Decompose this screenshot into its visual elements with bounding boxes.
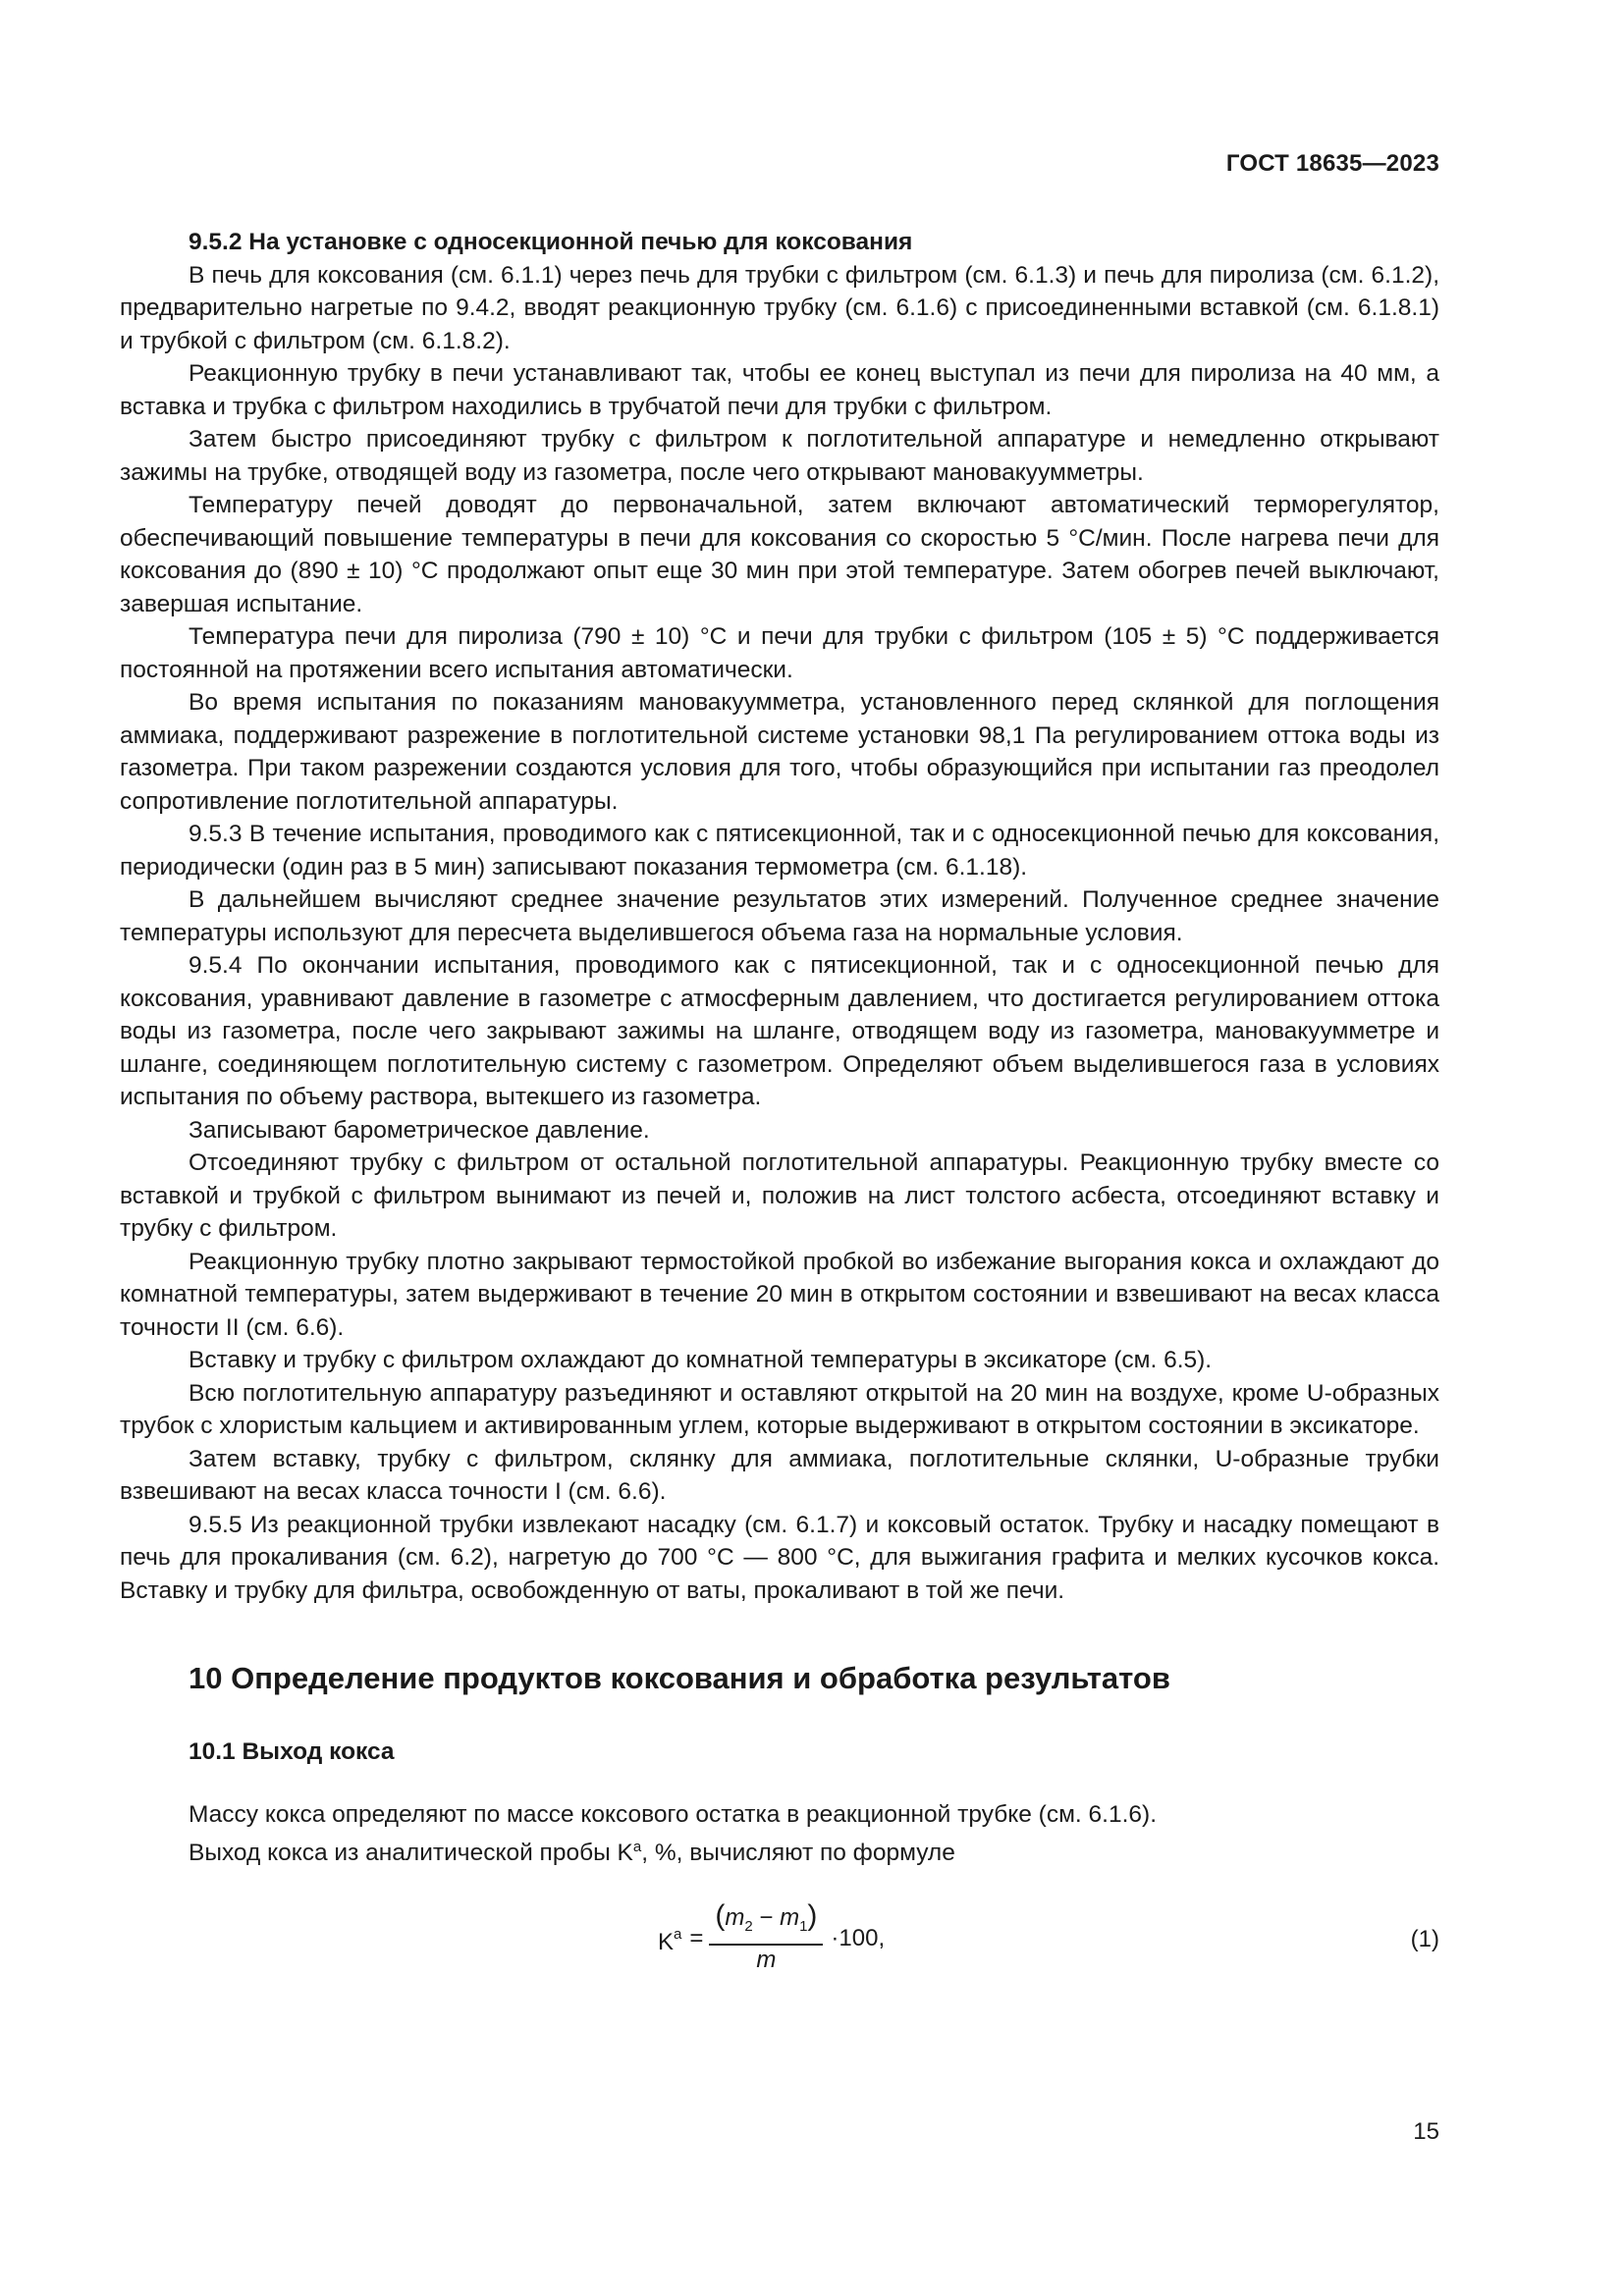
paragraph: Реакционную трубку плотно закрывают термостойкой пробкой во избежание выгорания кокса и охлаждают до комнатной температуры, затем выдерживают в течение 20 мин в открытом состоянии и взвешивают на весах класса точности II (см. 6.6).	[120, 1248, 1439, 1341]
paragraph: Затем быстро присоединяют трубку с фильтром к поглотительной аппаратуре и немедленно открывают зажимы на трубке, отводящей воду из газометра, после чего открывают мановакуумметры.	[120, 426, 1439, 486]
page-number: 15	[1413, 2118, 1439, 2145]
formula-row	[120, 1899, 1439, 1978]
document-body	[120, 226, 1439, 1978]
equation-number: (1)	[1410, 1925, 1439, 1952]
formula-superscript: a	[674, 1925, 682, 1943]
var-m1: m	[780, 1904, 800, 1932]
paren-open: (	[715, 1899, 726, 1933]
paragraph: В дальнейшем вычисляют среднее значение результатов этих измерений. Полученное среднее значение температуры используют для пересчета выделившегося объема газа на нормальные условия.	[120, 886, 1439, 946]
paragraph: Температура печи для пиролиза (790 ± 10) °С и печи для трубки с фильтром (105 ± 5) °С поддерживается постоянной на протяжении всего испытания автоматически.	[120, 623, 1439, 683]
var-m2: m	[725, 1904, 745, 1932]
formula-fraction	[709, 1901, 823, 1975]
paragraph: Реакционную трубку в печи устанавливают так, чтобы ее конец выступал из печи для пиролиза на 40 мм, а вставка и трубка с фильтром находились в трубчатой печи для трубки с фильтром.	[120, 360, 1439, 420]
formula-lhs	[658, 1918, 681, 1959]
paragraph-9-5-5: 9.5.5 Из реакционной трубки извлекают насадку (см. 6.1.7) и коксовый остаток. Трубку и насадку помещают в печь для прокаливания (см. 6.2), нагретую до 700 °С — 800 °С, для выжигания графита и мелких кусочков кокса. Вставку и трубку для фильтра, освобожденную от ваты, прокаливают в той же печи.	[120, 1511, 1439, 1604]
text-run: Выход кокса из аналитической пробы K	[189, 1840, 633, 1867]
paragraph: Вставку и трубку с фильтром охлаждают до комнатной температуры в эксикаторе (см. 6.5).	[189, 1347, 1213, 1373]
paragraph: Массу кокса определяют по массе коксового остатка в реакционной трубке (см. 6.1.6).	[189, 1800, 1158, 1828]
formula-numerator	[709, 1901, 823, 1946]
formula-denominator: m	[756, 1947, 777, 1974]
paragraph: Записывают барометрическое давление.	[189, 1116, 650, 1144]
paragraph-9-5-4: 9.5.4 По окончании испытания, проводимого как с пятисекционной, так и с односекционной печью для коксования, уравнивают давление в газометре с атмосферным давлением, что достигается регулированием оттока воды из газометра, после чего закрывают зажимы на шланге, отводящем воду из газометра, мановакуумметре и шланге, соединяющем поглотительную систему с газометром. Определяют объем выделившегося газа в условиях испытания по объему раствора, вытекшего из газометра.	[120, 952, 1439, 1110]
sub-2: 2	[744, 1918, 753, 1936]
superscript: a	[632, 1839, 642, 1855]
paragraph-coke-yield	[120, 1831, 1439, 1870]
paragraph-9-5-3: 9.5.3 В течение испытания, проводимого как с пятисекционной, так и с односекционной печью для коксования, периодически (один раз в 5 мин) записывают показания термометра (см. 6.1.18).	[120, 821, 1439, 881]
formula-equals: =	[689, 1924, 704, 1951]
section-heading-10: 10 Определение продуктов коксования и обработка результатов	[189, 1661, 1170, 1695]
sub-1: 1	[799, 1918, 808, 1936]
subsection-heading-9-5-2: 9.5.2 На установке с односекционной печью для коксования	[189, 229, 913, 255]
paren-close: )	[807, 1899, 818, 1933]
text-run: , %, вычисляют по формуле	[641, 1840, 955, 1867]
minus-sign: −	[752, 1904, 781, 1932]
subsection-heading-10-1: 10.1 Выход кокса	[189, 1738, 395, 1765]
paragraph: Всю поглотительную аппаратуру разъединяют и оставляют открытой на 20 мин на воздухе, кроме U-образных трубок с хлористым кальцием и активированным углем, которые выдерживают в открытом состоянии в эксикаторе.	[120, 1379, 1439, 1439]
formula-multiplier: ·100,	[831, 1924, 886, 1951]
paragraph: Затем вставку, трубку с фильтром, склянку для аммиака, поглотительные склянки, U-образные трубки взвешивают на весах класса точности I (см. 6.6).	[120, 1445, 1439, 1505]
paragraph: Температуру печей доводят до первоначальной, затем включают автоматический терморегулятор, обеспечивающий повышение температуры в печи для коксования со скоростью 5 °С/мин. После нагрева печи для коксования до (890 ± 10) °С продолжают опыт еще 30 мин при этой температуре. Затем обогрев печей выключают, завершая испытание.	[120, 492, 1439, 617]
formula-coke-yield	[658, 1899, 885, 1978]
paragraph: Во время испытания по показаниям мановакуумметра, установленного перед склянкой для поглощения аммиака, поддерживают разрежение в поглотительной системе установки 98,1 Па регулированием оттока воды из газометра. При таком разрежении создаются условия для того, чтобы образующийся при испытании газ преодолел сопротивление поглотительной аппаратуры.	[120, 689, 1439, 815]
document-code: ГОСТ 18635—2023	[1225, 150, 1439, 177]
paragraph: Отсоединяют трубку с фильтром от остальной поглотительной аппаратуры. Реакционную трубку вместе со вставкой и трубкой с фильтром вынимают из печей и, положив на лист толстого асбеста, отсоединяют вставку и трубку с фильтром.	[120, 1149, 1439, 1242]
paragraph: В печь для коксования (см. 6.1.1) через печь для трубки с фильтром (см. 6.1.3) и печь для пиролиза (см. 6.1.2), предварительно нагретые по 9.4.2, вводят реакционную трубку (см. 6.1.6) с присоединенными вставкой (см. 6.1.8.1) и трубкой с фильтром (см. 6.1.8.2).	[120, 261, 1439, 354]
formula-symbol: K	[658, 1928, 675, 1955]
